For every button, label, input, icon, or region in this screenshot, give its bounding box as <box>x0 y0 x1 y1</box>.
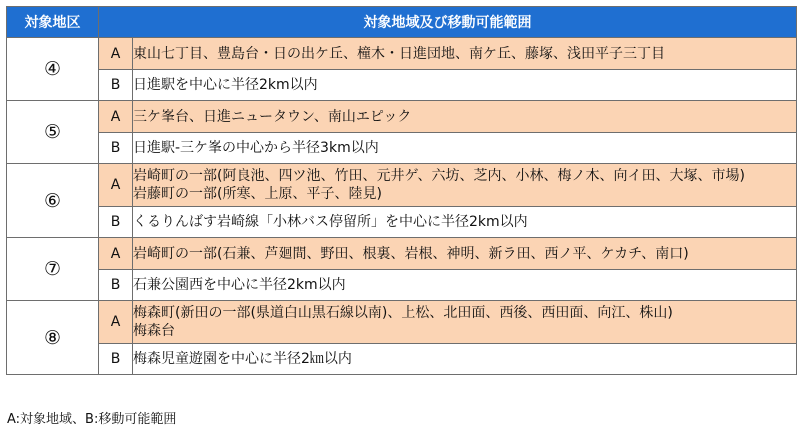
type-a-label: A <box>99 238 133 270</box>
movable-range-text: 日進駅-三ケ峯の中心から半径3km以内 <box>133 140 379 156</box>
movable-range-cell <box>133 133 797 164</box>
area-number: ⑥ <box>7 164 99 238</box>
header-area: 対象地区 <box>7 7 99 38</box>
target-area-text: 三ケ峯台、日進ニュータウン、南山エピック <box>133 108 412 125</box>
header-range: 対象地域及び移動可能範囲 <box>99 7 797 38</box>
type-a-label: A <box>99 38 133 70</box>
target-area-cell <box>133 101 797 133</box>
target-area-cell <box>133 38 797 70</box>
type-b-label: B <box>99 207 133 238</box>
area-number: ⑦ <box>7 238 99 301</box>
header-row <box>7 7 797 38</box>
type-b-label: B <box>99 133 133 164</box>
target-area-text: 梅森台 <box>133 323 175 339</box>
target-area-text: 東山七丁目、豊島台・日の出ケ丘、橦木・日進団地、南ケ丘、藤塚、浅田平子三丁目 <box>133 45 665 62</box>
type-a-label: A <box>99 164 133 207</box>
target-area-text: 岩崎町の一部(石兼、芦廻間、野田、根裏、岩根、神明、新ラ田、西ノ平、ケカチ、南口) <box>133 245 689 262</box>
movable-range-text: 梅森児童遊園を中心に半径2㎞以内 <box>133 351 352 367</box>
target-area-text: 梅森町(新田の一部(県道白山黒石線以南)、上松、北田面、西後、西田面、向江、株山) <box>133 305 673 321</box>
zone-table <box>6 6 797 375</box>
table-row <box>7 164 797 207</box>
footnote: A:対象地域、B:移動可能範囲 <box>7 412 177 427</box>
table-row <box>7 270 797 301</box>
target-area-text: 岩藤町の一部(所寒、上原、平子、陸見) <box>133 186 382 202</box>
movable-range-cell <box>133 344 797 375</box>
table-row <box>7 70 797 101</box>
table-row <box>7 238 797 270</box>
area-number: ④ <box>7 38 99 101</box>
type-b-label: B <box>99 270 133 301</box>
table-row <box>7 207 797 238</box>
target-area-cell <box>133 301 797 344</box>
table-row <box>7 344 797 375</box>
target-area-cell <box>133 164 797 207</box>
table-row <box>7 301 797 344</box>
table-row <box>7 101 797 133</box>
area-number: ⑤ <box>7 101 99 164</box>
table-row <box>7 133 797 164</box>
type-a-label: A <box>99 301 133 344</box>
target-area-cell <box>133 238 797 270</box>
area-number: ⑧ <box>7 301 99 375</box>
table-row <box>7 38 797 70</box>
movable-range-text: 石兼公園西を中心に半径2km以内 <box>133 277 346 293</box>
target-area-text: 岩崎町の一部(阿良池、四ツ池、竹田、元井ゲ、六坊、芝内、小林、梅ノ木、向イ田、大塚、市場) <box>133 168 745 184</box>
movable-range-cell <box>133 70 797 101</box>
movable-range-cell <box>133 207 797 238</box>
type-a-label: A <box>99 101 133 133</box>
movable-range-text: くるりんばす岩崎線「小林バス停留所」を中心に半径2km以内 <box>133 214 528 230</box>
movable-range-cell <box>133 270 797 301</box>
movable-range-text: 日進駅を中心に半径2km以内 <box>133 77 318 93</box>
type-b-label: B <box>99 70 133 101</box>
type-b-label: B <box>99 344 133 375</box>
table-body <box>7 38 797 375</box>
